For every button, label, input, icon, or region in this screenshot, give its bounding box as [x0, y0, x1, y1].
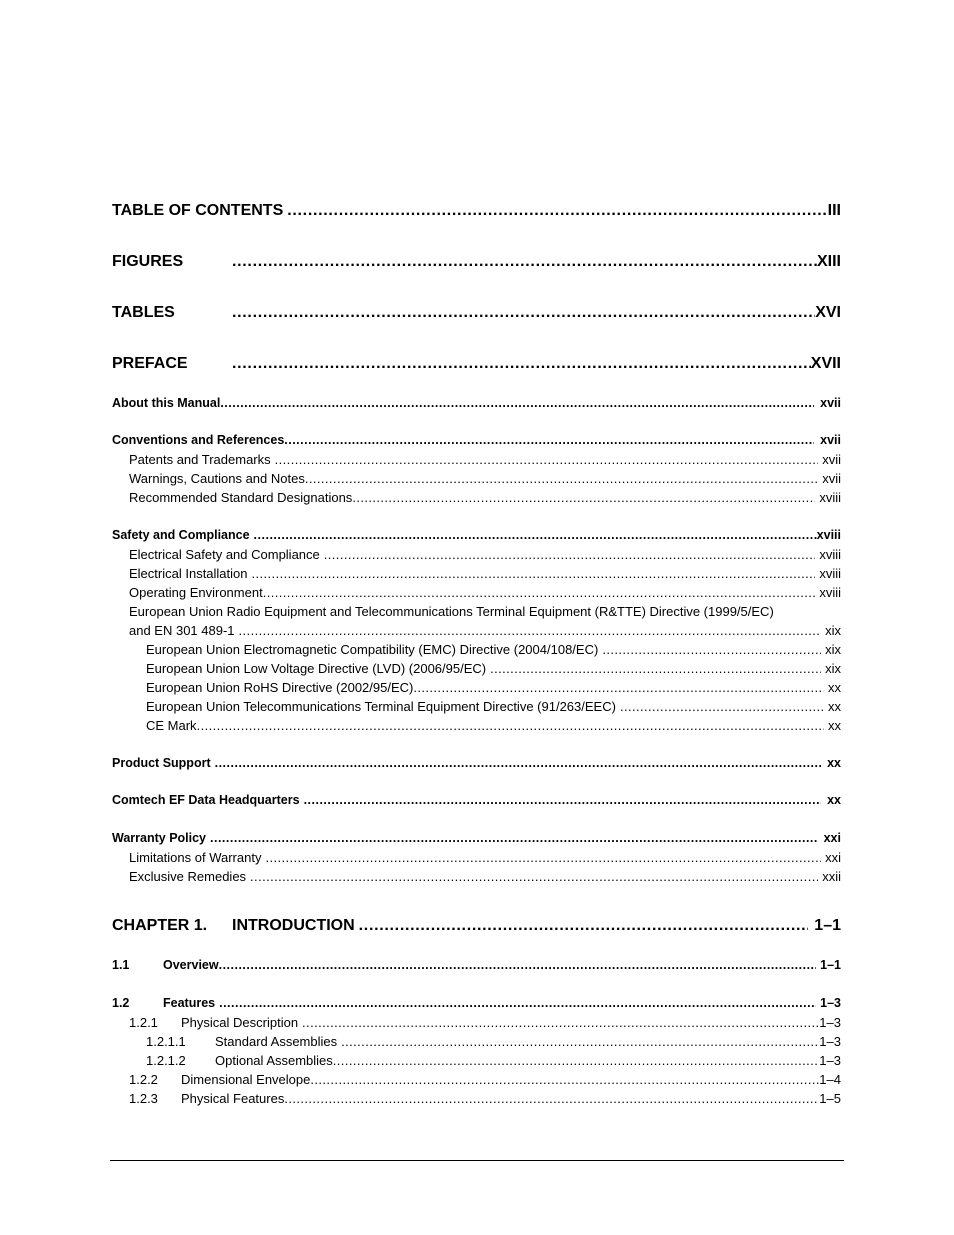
toc-label: Operating Environment [129, 585, 263, 600]
toc-leader [265, 850, 821, 865]
toc-leader [620, 699, 824, 714]
toc-leader [333, 1053, 820, 1068]
toc-label: About this Manual [112, 396, 221, 410]
toc-label: Electrical Installation [129, 566, 248, 581]
toc-entry-1-2-1-physical-description[interactable] [129, 1015, 841, 1030]
toc-label: Recommended Standard Designations [129, 490, 353, 505]
toc-leader [284, 1091, 819, 1106]
toc-page: xix [825, 642, 841, 657]
toc-page: xx [828, 680, 841, 695]
toc-label: Warranty Policy [112, 831, 207, 845]
toc-entry-rtte-directive-line1[interactable]: European Union Radio Equipment and Telecommunications Terminal Equipment (R&TTE) Directive (1999/5/EC) [129, 604, 774, 619]
toc-leader [210, 831, 818, 845]
toc-page: 1–3 [819, 1034, 841, 1049]
toc-page: xx [828, 718, 841, 733]
toc-page: xix [825, 623, 841, 638]
toc-page: 1–3 [820, 996, 841, 1010]
toc-page: xx [827, 756, 841, 770]
toc-label: Warnings, Cautions and Notes [129, 471, 305, 486]
toc-page: xviii [816, 528, 841, 542]
toc-entry-emc-directive[interactable] [146, 642, 841, 657]
toc-leader [232, 304, 815, 322]
toc-leader [254, 528, 817, 542]
toc-page: III [827, 202, 841, 219]
toc-entry-1-2-1-2-optional-assemblies[interactable] [146, 1053, 841, 1068]
toc-label: European Union RoHS Directive (2002/95/EC) [146, 680, 414, 695]
toc-page: 1–1 [820, 958, 841, 972]
toc-leader [284, 433, 814, 447]
toc-page: xviii [819, 547, 841, 562]
toc-entry-figures[interactable] [112, 253, 841, 271]
toc-entry-conventions-and-references[interactable] [112, 433, 841, 447]
toc-label: Patents and Trademarks [129, 452, 271, 467]
toc-label: Product Support [112, 756, 211, 770]
toc-entry-1-1-overview[interactable] [112, 958, 841, 972]
toc-entry-comtech-headquarters[interactable] [112, 793, 841, 807]
toc-number: 1.1 [112, 958, 130, 972]
toc-page: xviii [819, 490, 841, 505]
toc-leader [352, 490, 815, 505]
toc-page: xvii [822, 471, 841, 486]
toc-page: XIII [816, 253, 841, 270]
toc-entry-warranty-policy[interactable] [112, 831, 841, 845]
toc-entry-operating-environment[interactable] [129, 585, 841, 600]
toc-page: xvii [820, 433, 841, 447]
toc-label: INTRODUCTION [232, 917, 355, 934]
toc-leader [287, 202, 827, 220]
toc-entry-safety-and-compliance[interactable] [112, 528, 841, 542]
toc-label: TABLE OF CONTENTS [112, 202, 284, 219]
toc-entry-lvd-directive[interactable] [146, 661, 841, 676]
toc-entry-limitations-of-warranty[interactable] [129, 850, 841, 865]
toc-page: XVII [810, 355, 841, 372]
toc-label: Safety and Compliance [112, 528, 250, 542]
toc-label: Exclusive Remedies [129, 869, 247, 884]
toc-entry-about-this-manual[interactable] [112, 396, 841, 410]
toc-leader [302, 1015, 819, 1030]
toc-number: 1.2 [112, 996, 130, 1010]
toc-leader [304, 793, 822, 807]
toc-leader [310, 1072, 819, 1087]
toc-label: and EN 301 489-1 [129, 623, 235, 638]
toc-leader [219, 996, 816, 1010]
toc-page: xx [827, 793, 841, 807]
toc-entry-recommended-standard-designations[interactable] [129, 490, 841, 505]
toc-entry-tables[interactable] [112, 304, 841, 322]
toc-entry-warnings-cautions-notes[interactable] [129, 471, 841, 486]
toc-entry-chapter-1[interactable] [112, 917, 841, 935]
toc-entry-exclusive-remedies[interactable] [129, 869, 841, 884]
toc-leader [305, 471, 818, 486]
toc-entry-preface[interactable] [112, 355, 841, 373]
toc-entry-patents-and-trademarks[interactable] [129, 452, 841, 467]
toc-entry-ce-mark[interactable] [146, 718, 841, 733]
toc-page: 1–5 [819, 1091, 841, 1106]
toc-label: European Union Electromagnetic Compatibility (EMC) Directive (2004/108/EC) [146, 642, 599, 657]
toc-entry-electrical-installation[interactable] [129, 566, 841, 581]
toc-page: xix [825, 661, 841, 676]
toc-leader [220, 396, 814, 410]
toc-number: 1.2.1.1 [146, 1034, 186, 1049]
toc-label: Conventions and References [112, 433, 285, 447]
toc-label: Optional Assemblies [215, 1053, 333, 1068]
toc-number: CHAPTER 1. [112, 917, 208, 934]
toc-leader [324, 547, 816, 562]
toc-number: 1.2.1.2 [146, 1053, 186, 1068]
toc-page: 1–3 [819, 1015, 841, 1030]
toc-entry-1-2-features[interactable] [112, 996, 841, 1010]
toc-leader [602, 642, 821, 657]
toc-entry-electrical-safety-and-compliance[interactable] [129, 547, 841, 562]
toc-page: 1–4 [819, 1072, 841, 1087]
toc-label: Standard Assemblies [215, 1034, 338, 1049]
toc-label: Physical Features [181, 1091, 285, 1106]
toc-entry-table-of-contents[interactable] [112, 202, 841, 220]
toc-leader [250, 869, 818, 884]
toc-leader [341, 1034, 819, 1049]
toc-page: xviii [819, 566, 841, 581]
toc-label: PREFACE [112, 355, 188, 372]
toc-label: European Union Low Voltage Directive (LVD) (2006/95/EC) [146, 661, 487, 676]
toc-leader [215, 756, 821, 770]
toc-entry-rohs-directive[interactable] [146, 680, 841, 695]
toc-label: Comtech EF Data Headquarters [112, 793, 300, 807]
toc-entry-product-support[interactable] [112, 756, 841, 770]
toc-leader [413, 680, 824, 695]
toc-label: Physical Description [181, 1015, 299, 1030]
toc-label: FIGURES [112, 253, 184, 270]
toc-page: xxi [825, 850, 841, 865]
toc-leader [359, 917, 809, 935]
toc-label: Overview [163, 958, 219, 972]
toc-label: Features [163, 996, 216, 1010]
toc-leader [239, 623, 822, 638]
toc-page: xviii [819, 585, 841, 600]
toc-entry-1-2-1-1-standard-assemblies[interactable] [146, 1034, 841, 1049]
toc-page: xxi [823, 831, 841, 845]
footer-rule [110, 1160, 844, 1161]
toc-label: Dimensional Envelope [181, 1072, 311, 1087]
toc-page: xx [828, 699, 841, 714]
toc-number: 1.2.1 [129, 1015, 158, 1030]
toc-label: Limitations of Warranty [129, 850, 262, 865]
toc-page: xxii [822, 869, 841, 884]
toc-label: TABLES [112, 304, 175, 321]
toc-entry-1-2-3-physical-features[interactable] [129, 1091, 841, 1106]
toc-leader [197, 718, 824, 733]
toc-page: 1–1 [814, 917, 841, 934]
toc-label: European Union Telecommunications Terminal Equipment Directive (91/263/EEC) [146, 699, 616, 714]
toc-page: xvii [820, 396, 841, 410]
toc-number: 1.2.3 [129, 1091, 158, 1106]
toc-leader [263, 585, 816, 600]
toc-entry-rtte-directive-line2[interactable] [129, 623, 841, 638]
toc-page: xvii [822, 452, 841, 467]
toc-label: Electrical Safety and Compliance [129, 547, 320, 562]
toc-page: 1–3 [819, 1053, 841, 1068]
toc-entry-1-2-2-dimensional-envelope[interactable] [129, 1072, 841, 1087]
toc-page: XVI [815, 304, 841, 321]
toc-leader [252, 566, 816, 581]
toc-number: 1.2.2 [129, 1072, 158, 1087]
toc-leader [490, 661, 821, 676]
toc-leader [275, 452, 819, 467]
toc-entry-tte-directive[interactable] [146, 699, 841, 714]
toc-leader [232, 355, 811, 373]
toc-label: CE Mark [146, 718, 197, 733]
toc-leader [219, 958, 817, 972]
toc-leader [232, 253, 817, 271]
